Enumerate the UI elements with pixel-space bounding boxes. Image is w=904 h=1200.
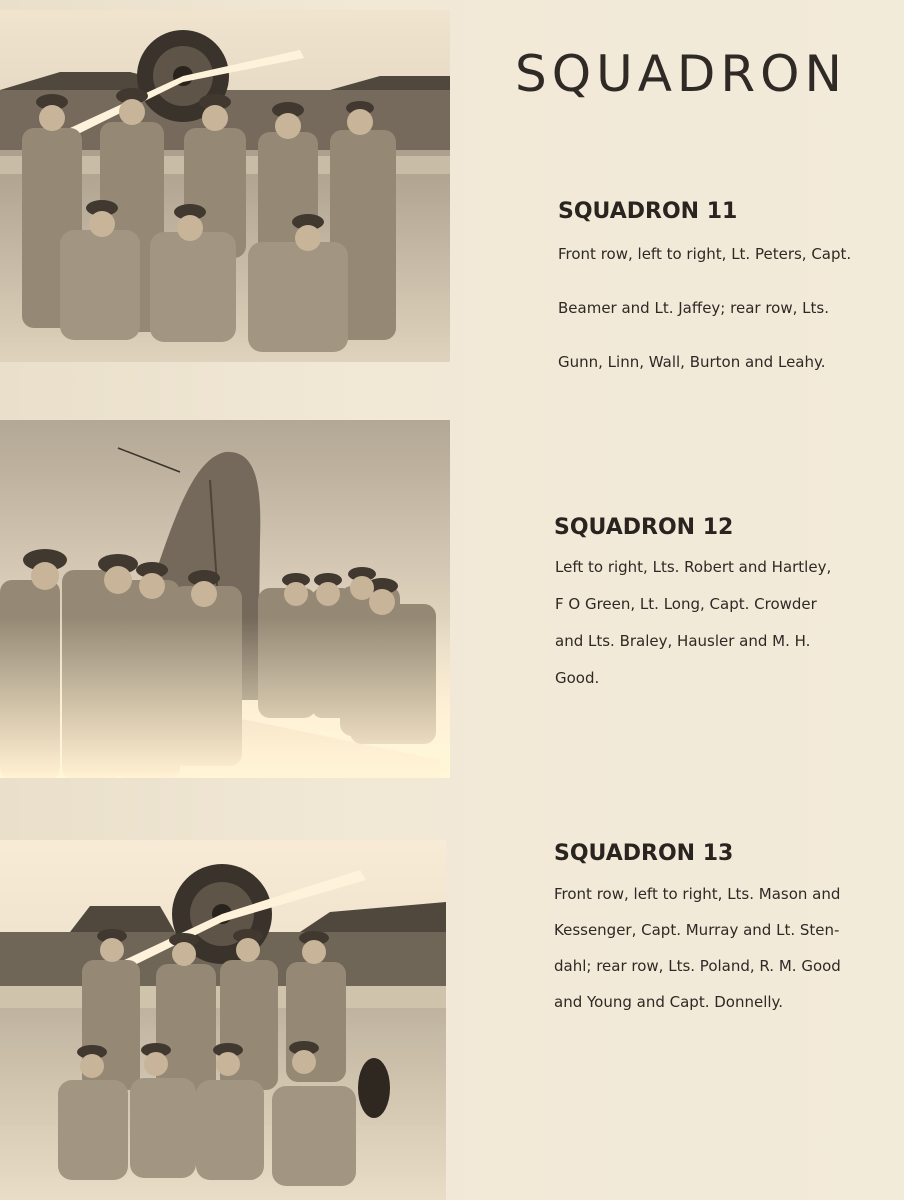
caption-line: Gunn, Linn, Wall, Burton and Leahy.: [558, 353, 826, 371]
caption-line: Kessenger, Capt. Murray and Lt. Sten-: [554, 921, 840, 939]
squadron-11-heading: SQUADRON 11: [558, 199, 738, 224]
caption-line: Left to right, Lts. Robert and Hartley,: [555, 558, 832, 576]
squadron-13-photo: [0, 840, 446, 1200]
caption-line: F O Green, Lt. Long, Capt. Crowder: [555, 595, 817, 613]
squadron-13-caption: [554, 884, 854, 1028]
caption-line: Good.: [555, 669, 600, 687]
squadron-12-photo: [0, 420, 450, 778]
caption-line: Front row, left to right, Lts. Mason and: [554, 885, 841, 903]
page-title: SQUADRON: [515, 45, 847, 103]
squadron-11-caption: [558, 244, 858, 406]
caption-line: Front row, left to right, Lt. Peters, Capt.: [558, 245, 852, 263]
squadron-11-photo: [0, 10, 450, 362]
caption-line: Beamer and Lt. Jaffey; rear row, Lts.: [558, 299, 829, 317]
squadron-12-heading: SQUADRON 12: [554, 515, 734, 540]
caption-line: dahl; rear row, Lts. Poland, R. M. Good: [554, 957, 841, 975]
squadron-13-heading: SQUADRON 13: [554, 841, 734, 866]
caption-line: and Lts. Braley, Hausler and M. H.: [555, 632, 811, 650]
caption-line: and Young and Capt. Donnelly.: [554, 993, 784, 1011]
squadron-12-caption: [555, 557, 855, 705]
